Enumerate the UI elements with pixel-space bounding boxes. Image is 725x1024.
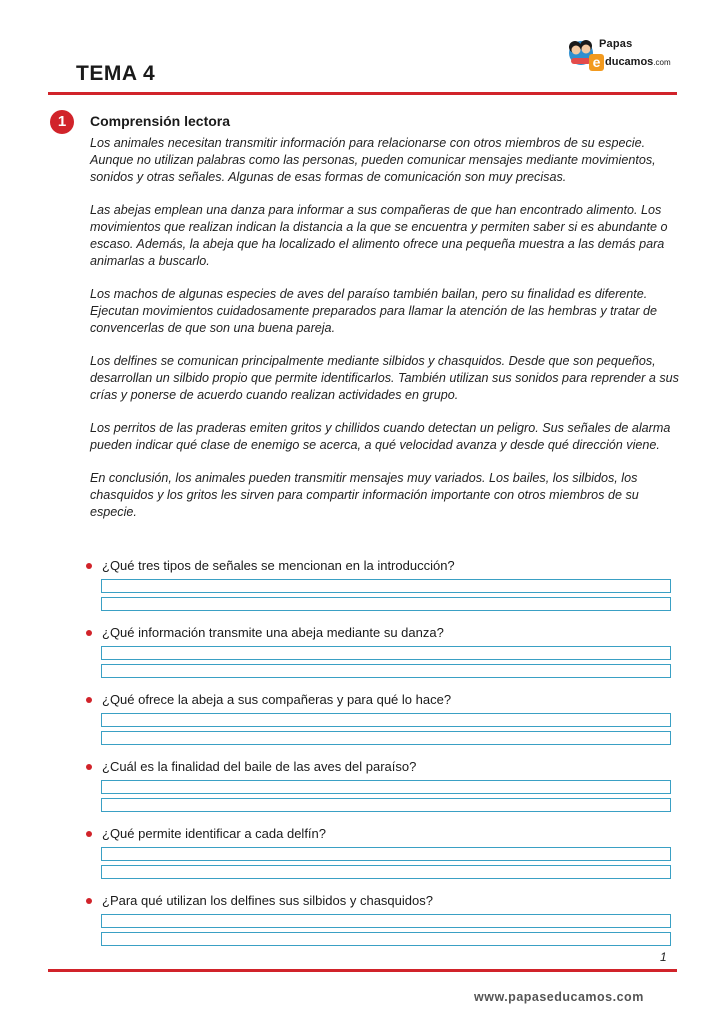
logo-com-text: .com bbox=[653, 58, 671, 67]
reading-paragraph: Los delfines se comunican principalmente mediante silbidos y chasquidos. Desde que son pequeños, desarrollan un silbido propio que permite identificarlos. También utilizan sus sonidos para reprender a sus crías y ponerse de acuerdo cuando realizan actividades en grupo. bbox=[90, 354, 679, 402]
answer-line[interactable] bbox=[101, 731, 671, 745]
bullet-icon bbox=[86, 630, 92, 636]
page-number: 1 bbox=[660, 950, 667, 964]
bullet-icon bbox=[86, 563, 92, 569]
reading-paragraph: En conclusión, los animales pueden transmitir mensajes muy variados. Los bailes, los silbidos, los chasquidos y los gritos les sirven para compartir información importante con otros miembros de su especie. bbox=[90, 471, 639, 519]
question-text: ¿Qué permite identificar a cada delfín? bbox=[102, 826, 327, 841]
bullet-icon bbox=[86, 697, 92, 703]
question-item bbox=[86, 625, 676, 692]
question-text: ¿Qué tres tipos de señales se mencionan en la introducción? bbox=[102, 558, 455, 573]
question-text: ¿Para qué utilizan los delfines sus silbidos y chasquidos? bbox=[102, 893, 433, 908]
bottom-divider bbox=[48, 969, 677, 972]
question-item bbox=[86, 692, 676, 759]
answer-line[interactable] bbox=[101, 713, 671, 727]
reading-paragraph: Los animales necesitan transmitir información para relacionarse con otros miembros de su especie. Aunque no utilizan palabras como las personas, pueden comunicar mensajes mediante movimientos, sonidos y otras señales. Algunas de esas formas de comunicación son muy precisas. bbox=[90, 136, 656, 184]
top-divider bbox=[48, 92, 677, 95]
logo-ducamos-text: ducamos.com bbox=[605, 56, 671, 68]
logo-papas-text: Papas bbox=[599, 38, 633, 50]
section-title: Comprensión lectora bbox=[90, 113, 231, 129]
section-number-badge: 1 bbox=[50, 110, 74, 134]
question-list bbox=[86, 558, 676, 960]
question-item bbox=[86, 826, 676, 893]
page-title: TEMA 4 bbox=[76, 62, 156, 85]
reading-paragraph: Las abejas emplean una danza para informar a sus compañeras de que han encontrado alimento. Los movimientos que realizan indican la distancia a la que se encuentra y permiten saber si es abundante o escaso. Además, la abeja que ha localizado el alimento ofrece una pequeña muestra a las demás para animarlas a buscarlo. bbox=[90, 203, 668, 268]
bullet-icon bbox=[86, 764, 92, 770]
answer-line[interactable] bbox=[101, 932, 671, 946]
question-item bbox=[86, 759, 676, 826]
reading-paragraph: Los perritos de las praderas emiten gritos y chillidos cuando detectan un peligro. Sus señales de alarma pueden indicar qué clase de enemigo se acerca, a qué velocidad avanza y desde qué dirección viene. bbox=[90, 421, 671, 452]
reading-paragraph: Los machos de algunas especies de aves del paraíso también bailan, pero su finalidad es diferente. Ejecutan movimientos cuidadosamente preparados para llamar la atención de las hembras y tratar de convencerlas de que son una buena pareja. bbox=[90, 287, 658, 335]
logo-e-mark: e bbox=[589, 54, 604, 71]
answer-line[interactable] bbox=[101, 646, 671, 660]
question-item bbox=[86, 558, 676, 625]
question-text: ¿Cuál es la finalidad del baile de las aves del paraíso? bbox=[102, 759, 417, 774]
bullet-icon bbox=[86, 831, 92, 837]
answer-line[interactable] bbox=[101, 798, 671, 812]
bullet-icon bbox=[86, 898, 92, 904]
question-text: ¿Qué ofrece la abeja a sus compañeras y para qué lo hace? bbox=[102, 692, 452, 707]
answer-line[interactable] bbox=[101, 847, 671, 861]
answer-line[interactable] bbox=[101, 780, 671, 794]
answer-line[interactable] bbox=[101, 865, 671, 879]
answer-line[interactable] bbox=[101, 914, 671, 928]
question-item bbox=[86, 893, 676, 960]
footer-url: www.papaseducamos.com bbox=[474, 990, 644, 1004]
reading-text bbox=[90, 135, 680, 537]
answer-line[interactable] bbox=[101, 664, 671, 678]
question-text: ¿Qué información transmite una abeja mediante su danza? bbox=[102, 625, 444, 640]
answer-line[interactable] bbox=[101, 597, 671, 611]
answer-line[interactable] bbox=[101, 579, 671, 593]
papaseducamos-logo bbox=[566, 36, 678, 74]
